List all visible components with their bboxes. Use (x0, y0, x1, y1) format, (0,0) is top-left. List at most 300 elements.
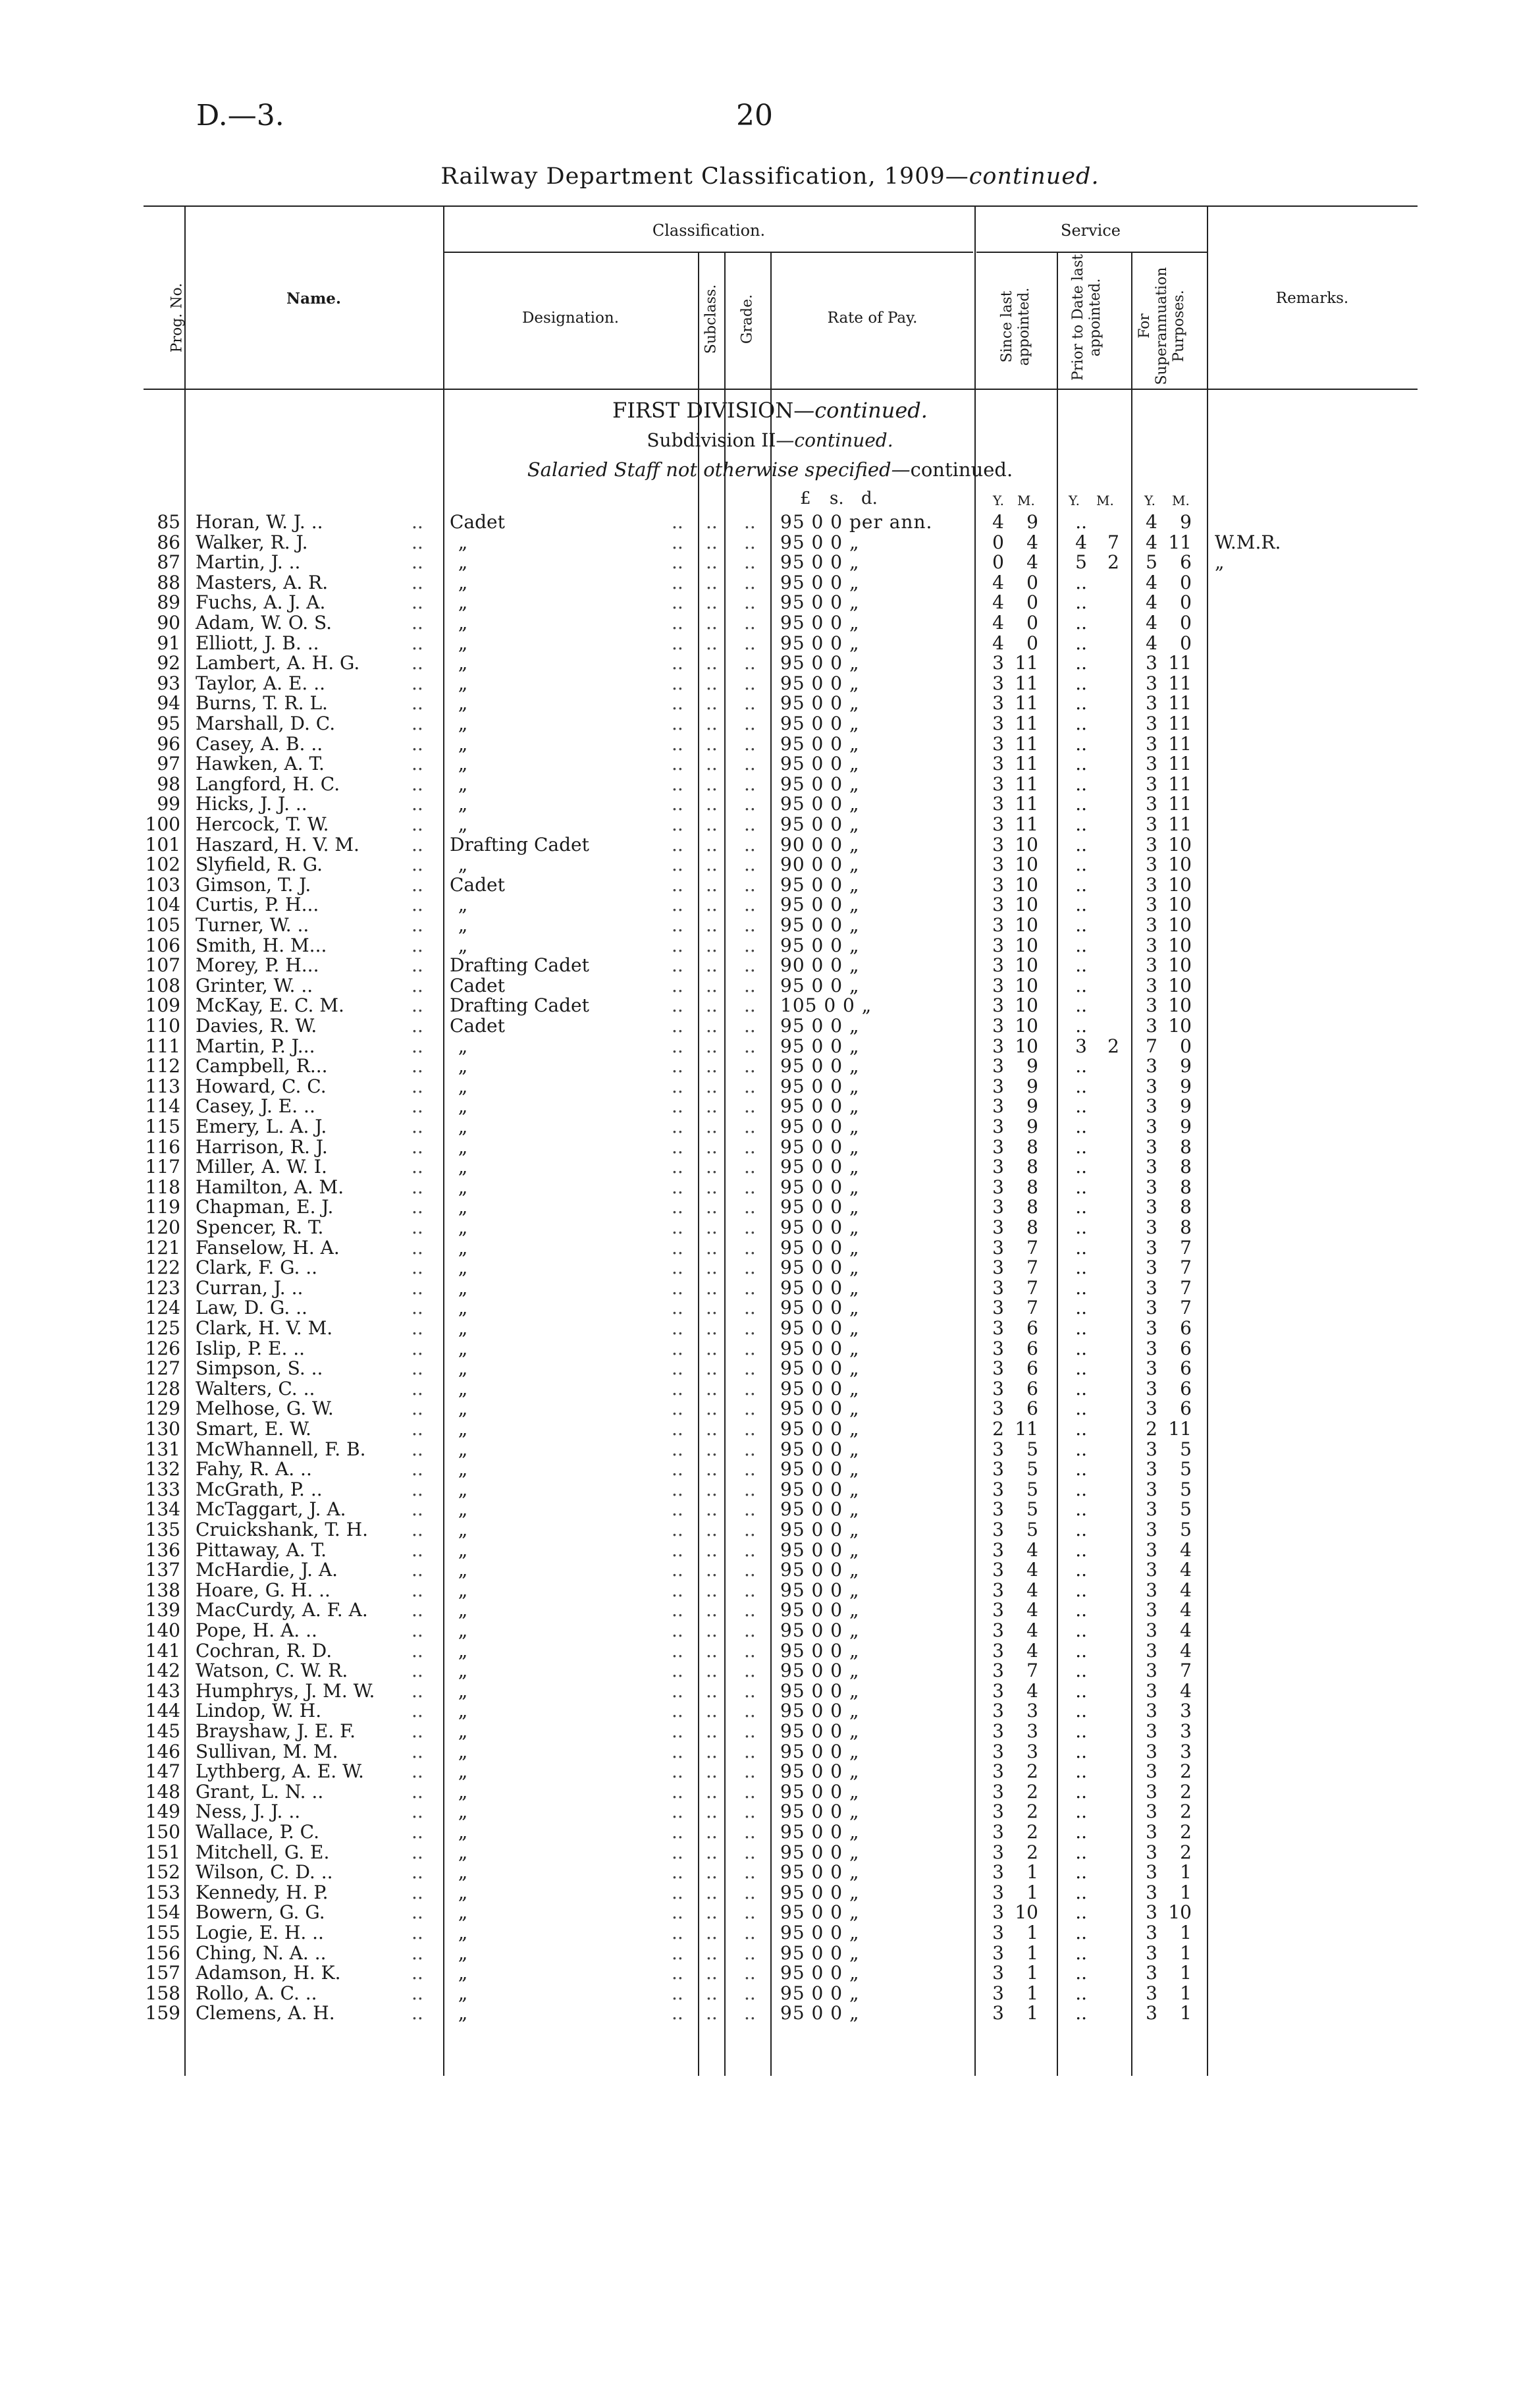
rate-of-pay: 95 0 0 „ (780, 1458, 860, 1480)
super-years: 3 (1146, 1760, 1157, 1782)
super-years: 3 (1146, 1237, 1157, 1259)
grade-dots: .. (744, 1196, 756, 1218)
staff-name: Clark, H. V. M. (196, 1317, 333, 1339)
since-last-years: 3 (992, 1075, 1004, 1097)
since-last-months: 6 (1026, 1398, 1038, 1419)
designation: „ (458, 1882, 468, 1903)
since-last-years: 3 (992, 1660, 1004, 1681)
designation-leader-dots: .. (672, 672, 683, 694)
prior-years: .. (1075, 1479, 1087, 1500)
super-years: 3 (1146, 1116, 1157, 1137)
super-months: 7 (1180, 1237, 1192, 1259)
prog-no: 112 (145, 1055, 180, 1077)
name-leader-dots: .. (412, 1176, 423, 1198)
subclass-dots: .. (706, 551, 718, 573)
staff-name: Curran, J. .. (196, 1277, 304, 1299)
super-months: 10 (1168, 994, 1192, 1016)
rate-of-pay: 95 0 0 „ (780, 1136, 860, 1158)
prior-years: .. (1075, 1156, 1087, 1178)
super-months: 9 (1180, 1116, 1192, 1137)
rate-of-pay: 95 0 0 „ (780, 1116, 860, 1137)
staff-name: Smith, H. M... (196, 935, 327, 956)
prior-years: .. (1075, 1338, 1087, 1359)
grade-dots: .. (744, 1579, 756, 1601)
grade-dots: .. (744, 733, 756, 755)
rate-of-pay: 95 0 0 „ (780, 1519, 860, 1540)
header-top-rule (144, 205, 1418, 207)
rate-of-pay: 95 0 0 „ (780, 531, 860, 553)
designation-leader-dots: .. (672, 1438, 683, 1460)
super-months: 1 (1180, 1962, 1192, 1984)
since-last-months: 5 (1026, 1479, 1038, 1500)
since-last-years: 3 (992, 713, 1004, 734)
rate-of-pay: 95 0 0 „ (780, 1741, 860, 1762)
since-last-years: 3 (992, 1619, 1004, 1641)
prior-years: .. (1075, 1136, 1087, 1158)
subclass-dots: .. (706, 1680, 718, 1702)
since-last-months: 10 (1015, 854, 1038, 875)
super-years: 4 (1146, 531, 1157, 553)
staff-name: McHardie, J. A. (196, 1559, 338, 1581)
super-years: 3 (1146, 753, 1157, 774)
since-last-months: 9 (1026, 511, 1038, 533)
since-last-years: 3 (992, 793, 1004, 815)
division-heading (0, 398, 1540, 423)
grade-dots: .. (744, 572, 756, 593)
designation-leader-dots: .. (672, 753, 683, 774)
grade-dots: .. (744, 1982, 756, 2004)
unit-pounds: £ (800, 489, 811, 508)
staff-name: Masters, A. R. (196, 572, 329, 593)
designation-leader-dots: .. (672, 954, 683, 976)
super-months: 11 (1168, 713, 1192, 734)
prog-no: 147 (145, 1760, 180, 1782)
prog-no: 104 (145, 894, 180, 915)
designation-leader-dots: .. (672, 1962, 683, 1984)
name-leader-dots: .. (412, 1619, 423, 1641)
designation: „ (458, 1156, 468, 1178)
prior-years: .. (1075, 612, 1087, 634)
designation-leader-dots: .. (672, 854, 683, 875)
super-months: 3 (1180, 1720, 1192, 1742)
subclass-dots: .. (706, 914, 718, 936)
name-leader-dots: .. (412, 1519, 423, 1540)
super-months: 5 (1180, 1519, 1192, 1540)
subclass-dots: .. (706, 1922, 718, 1943)
rate-of-pay: 95 0 0 „ (780, 1035, 860, 1057)
name-leader-dots: .. (412, 1196, 423, 1218)
prior-years: .. (1075, 1237, 1087, 1259)
col-divider-name (443, 205, 444, 2076)
designation: „ (458, 713, 468, 734)
grade-dots: .. (744, 1297, 756, 1318)
grade-dots: .. (744, 1720, 756, 1742)
since-last-years: 3 (992, 1841, 1004, 1863)
super-months: 1 (1180, 1982, 1192, 2004)
grade-dots: .. (744, 813, 756, 835)
designation-leader-dots: .. (672, 713, 683, 734)
since-last-years: 4 (992, 572, 1004, 593)
super-years: 3 (1146, 1338, 1157, 1359)
rate-of-pay: 95 0 0 „ (780, 612, 860, 634)
prog-no: 93 (157, 672, 180, 694)
super-months: 9 (1180, 1095, 1192, 1117)
name-leader-dots: .. (412, 1035, 423, 1057)
grade-dots: .. (744, 1539, 756, 1561)
designation-leader-dots: .. (672, 1539, 683, 1561)
prior-years: .. (1075, 1055, 1087, 1077)
rate-of-pay: 95 0 0 „ (780, 713, 860, 734)
name-leader-dots: .. (412, 692, 423, 714)
since-last-years: 3 (992, 1095, 1004, 1117)
name-leader-dots: .. (412, 874, 423, 896)
super-years: 3 (1146, 894, 1157, 915)
remarks-header: Remarks. (1275, 290, 1349, 307)
subclass-dots: .. (706, 894, 718, 915)
super-months: 1 (1180, 1942, 1192, 1964)
super-months: 6 (1180, 1338, 1192, 1359)
designation: Drafting Cadet (450, 834, 589, 855)
designation: „ (458, 1216, 468, 1238)
designation-leader-dots: .. (672, 692, 683, 714)
staff-name: Fanselow, H. A. (196, 1237, 340, 1259)
staff-name: Cochran, R. D. (196, 1640, 332, 1662)
since-last-months: 5 (1026, 1498, 1038, 1520)
designation: „ (458, 914, 468, 936)
since-last-years: 3 (992, 1741, 1004, 1762)
staff-name: Law, D. G. .. (196, 1297, 307, 1318)
staff-name: Miller, A. W. I. (196, 1156, 327, 1178)
super-years: 2 (1146, 1418, 1157, 1440)
designation-leader-dots: .. (672, 1720, 683, 1742)
name-leader-dots: .. (412, 511, 423, 533)
staff-name: Grant, L. N. .. (196, 1781, 324, 1803)
name-leader-dots: .. (412, 1357, 423, 1379)
grade-dots: .. (744, 511, 756, 533)
designation: Drafting Cadet (450, 994, 589, 1016)
superannuation-header: For Superannuation Purposes. (1136, 267, 1187, 385)
super-years: 3 (1146, 1962, 1157, 1984)
prog-no: 153 (145, 1882, 180, 1903)
name-leader-dots: .. (412, 1962, 423, 1984)
name-header: Name. (286, 290, 341, 308)
name-leader-dots: .. (412, 1015, 423, 1037)
since-last-months: 1 (1026, 2002, 1038, 2024)
prior-years: .. (1075, 1398, 1087, 1419)
prior-years: .. (1075, 1619, 1087, 1641)
subclass-dots: .. (706, 1982, 718, 2004)
name-leader-dots: .. (412, 1680, 423, 1702)
since-last-years: 3 (992, 1599, 1004, 1621)
designation: „ (458, 1277, 468, 1299)
name-leader-dots: .. (412, 1498, 423, 1520)
rate-of-pay: 95 0 0 „ (780, 1801, 860, 1822)
super-months: 3 (1180, 1700, 1192, 1722)
prior-years: .. (1075, 1257, 1087, 1278)
super-years: 3 (1146, 1640, 1157, 1662)
subclass-dots: .. (706, 1398, 718, 1419)
name-leader-dots: .. (412, 1458, 423, 1480)
rate-of-pay: 95 0 0 „ (780, 733, 860, 755)
since-last-months: 1 (1026, 1861, 1038, 1883)
super-months: 5 (1180, 1498, 1192, 1520)
prior-years: .. (1075, 1781, 1087, 1803)
prog-no: 134 (145, 1498, 180, 1520)
since-last-months: 11 (1015, 773, 1038, 795)
prior-months: 2 (1107, 551, 1119, 573)
super-years: 3 (1146, 672, 1157, 694)
rate-of-pay: 95 0 0 „ (780, 1357, 860, 1379)
super-years: 3 (1146, 793, 1157, 815)
rate-of-pay: 95 0 0 „ (780, 1479, 860, 1500)
prog-no: 88 (157, 572, 180, 593)
since-last-years: 3 (992, 1579, 1004, 1601)
since-last-months: 2 (1026, 1781, 1038, 1803)
designation-leader-dots: .. (672, 1660, 683, 1681)
unit-since-y: Y. (993, 493, 1004, 508)
grade-dots: .. (744, 854, 756, 875)
super-years: 3 (1146, 1922, 1157, 1943)
designation: Cadet (450, 874, 505, 896)
staff-name: Clark, F. G. .. (196, 1257, 318, 1278)
rate-of-pay: 95 0 0 „ (780, 1599, 860, 1621)
name-leader-dots: .. (412, 1741, 423, 1762)
rate-of-pay: 90 0 0 „ (780, 954, 860, 976)
staff-name: Walker, R. J. (196, 531, 308, 553)
rate-of-pay: 95 0 0 „ (780, 1297, 860, 1318)
prog-no: 121 (145, 1237, 180, 1259)
since-last-years: 3 (992, 1216, 1004, 1238)
prog-no: 101 (145, 834, 180, 855)
prior-months: 2 (1107, 1035, 1119, 1057)
grade-dots: .. (744, 1398, 756, 1419)
rate-of-pay: 95 0 0 „ (780, 692, 860, 714)
prog-no: 106 (145, 935, 180, 956)
name-leader-dots: .. (412, 935, 423, 956)
designation-leader-dots: .. (672, 1055, 683, 1077)
since-last-months: 4 (1026, 1559, 1038, 1581)
name-leader-dots: .. (412, 1277, 423, 1299)
since-last-years: 3 (992, 672, 1004, 694)
grade-dots: .. (744, 1700, 756, 1722)
prior-years: .. (1075, 1216, 1087, 1238)
rate-of-pay: 95 0 0 „ (780, 1095, 860, 1117)
designation: „ (458, 1962, 468, 1984)
designation: „ (458, 632, 468, 654)
super-years: 4 (1146, 632, 1157, 654)
staff-name: Davies, R. W. (196, 1015, 317, 1037)
staff-name: Fuchs, A. J. A. (196, 591, 326, 613)
staff-name: Hoare, G. H. .. (196, 1579, 331, 1601)
prog-no: 99 (157, 793, 180, 815)
subclass-dots: .. (706, 1418, 718, 1440)
super-years: 3 (1146, 1176, 1157, 1198)
since-last-months: 2 (1026, 1801, 1038, 1822)
designation: „ (458, 1922, 468, 1943)
prior-years: .. (1075, 1821, 1087, 1843)
prog-no: 117 (145, 1156, 180, 1178)
since-last-months: 8 (1026, 1216, 1038, 1238)
designation-leader-dots: .. (672, 1559, 683, 1581)
since-last-years: 3 (992, 935, 1004, 956)
designation-leader-dots: .. (672, 1781, 683, 1803)
subclass-dots: .. (706, 1196, 718, 1218)
prog-no: 100 (145, 813, 180, 835)
rate-of-pay: 95 0 0 „ (780, 1559, 860, 1581)
prior-years: .. (1075, 1741, 1087, 1762)
rate-of-pay: 95 0 0 „ (780, 1317, 860, 1339)
subclass-dots: .. (706, 1257, 718, 1278)
super-months: 10 (1168, 1901, 1192, 1923)
super-months: 11 (1168, 692, 1192, 714)
rate-of-pay: 95 0 0 „ (780, 975, 860, 996)
prog-no: 97 (157, 753, 180, 774)
staff-name: Marshall, D. C. (196, 713, 336, 734)
designation-leader-dots: .. (672, 1035, 683, 1057)
grade-dots: .. (744, 1760, 756, 1782)
super-years: 3 (1146, 1821, 1157, 1843)
prior-years: .. (1075, 2002, 1087, 2024)
staff-name: Melhose, G. W. (196, 1398, 334, 1419)
name-leader-dots: .. (412, 652, 423, 674)
prior-years: .. (1075, 1660, 1087, 1681)
title-main: Railway Department Classification, 1909— (440, 163, 969, 190)
designation: Cadet (450, 511, 505, 533)
since-last-years: 0 (992, 551, 1004, 573)
staff-name: McGrath, P. .. (196, 1479, 323, 1500)
since-last-years: 3 (992, 1338, 1004, 1359)
grade-dots: .. (744, 1216, 756, 1238)
since-last-months: 8 (1026, 1176, 1038, 1198)
since-last-months: 10 (1015, 914, 1038, 936)
prog-no: 128 (145, 1378, 180, 1399)
since-last-months: 6 (1026, 1378, 1038, 1399)
staff-name: Ness, J. J. .. (196, 1801, 301, 1822)
subclass-dots: .. (706, 1720, 718, 1742)
subclass-dots: .. (706, 1660, 718, 1681)
designation-leader-dots: .. (672, 813, 683, 835)
super-years: 3 (1146, 1599, 1157, 1621)
designation-leader-dots: .. (672, 1156, 683, 1178)
super-years: 3 (1146, 1458, 1157, 1480)
staff-name: Fahy, R. A. .. (196, 1458, 312, 1480)
designation-leader-dots: .. (672, 1498, 683, 1520)
prior-years: .. (1075, 511, 1087, 533)
designation-leader-dots: .. (672, 591, 683, 613)
since-last-years: 3 (992, 1257, 1004, 1278)
since-last-months: 1 (1026, 1962, 1038, 1984)
super-months: 0 (1180, 632, 1192, 654)
since-last-months: 10 (1015, 834, 1038, 855)
since-last-years: 3 (992, 1176, 1004, 1198)
subclass-dots: .. (706, 793, 718, 815)
rate-of-pay: 95 0 0 „ (780, 1821, 860, 1843)
designation-header: Designation. (521, 310, 620, 327)
name-leader-dots: .. (412, 773, 423, 795)
staff-name: Taylor, A. E. .. (196, 672, 325, 694)
prog-no: 133 (145, 1479, 180, 1500)
prior-years: .. (1075, 1982, 1087, 2004)
super-months: 6 (1180, 1357, 1192, 1379)
since-last-years: 4 (992, 632, 1004, 654)
designation-leader-dots: .. (672, 773, 683, 795)
grade-dots: .. (744, 1075, 756, 1097)
since-last-months: 11 (1015, 692, 1038, 714)
prog-no: 148 (145, 1781, 180, 1803)
since-last-years: 3 (992, 692, 1004, 714)
staff-name: Gimson, T. J. (196, 874, 311, 896)
prog-no: 143 (145, 1680, 180, 1702)
rate-of-pay: 95 0 0 „ (780, 1257, 860, 1278)
since-last-years: 3 (992, 854, 1004, 875)
subclass-dots: .. (706, 531, 718, 553)
rate-of-pay: 95 0 0 per ann. (780, 511, 933, 533)
super-months: 4 (1180, 1640, 1192, 1662)
prog-no: 150 (145, 1821, 180, 1843)
since-last-years: 3 (992, 1680, 1004, 1702)
rate-of-pay: 95 0 0 „ (780, 1640, 860, 1662)
name-leader-dots: .. (412, 1861, 423, 1883)
prog-no: 132 (145, 1458, 180, 1480)
since-last-months: 1 (1026, 1982, 1038, 2004)
rate-of-pay: 95 0 0 „ (780, 1962, 860, 1984)
subclass-dots: .. (706, 2002, 718, 2024)
super-months: 0 (1180, 612, 1192, 634)
since-last-months: 2 (1026, 1821, 1038, 1843)
staff-name: Ching, N. A. .. (196, 1942, 327, 1964)
rate-of-pay: 95 0 0 „ (780, 652, 860, 674)
super-months: 8 (1180, 1176, 1192, 1198)
since-last-years: 3 (992, 1458, 1004, 1480)
since-last-years: 3 (992, 1781, 1004, 1803)
classification-group-header: Classification. (652, 221, 766, 240)
page-number: 20 (736, 99, 773, 132)
since-last-years: 2 (992, 1418, 1004, 1440)
since-last-years: 3 (992, 994, 1004, 1016)
prog-no: 130 (145, 1418, 180, 1440)
super-months: 6 (1180, 1398, 1192, 1419)
prior-years: .. (1075, 1458, 1087, 1480)
name-leader-dots: .. (412, 2002, 423, 2024)
staff-name: Humphrys, J. M. W. (196, 1680, 375, 1702)
designation-leader-dots: .. (672, 1237, 683, 1259)
since-last-months: 3 (1026, 1720, 1038, 1742)
since-last-years: 3 (992, 1035, 1004, 1057)
super-years: 3 (1146, 1841, 1157, 1863)
prior-years: .. (1075, 1680, 1087, 1702)
designation: „ (458, 1055, 468, 1077)
rate-of-pay: 105 0 0 „ (780, 994, 872, 1016)
super-years: 3 (1146, 1378, 1157, 1399)
super-months: 5 (1180, 1458, 1192, 1480)
designation-leader-dots: .. (672, 1841, 683, 1863)
rate-of-pay: 95 0 0 „ (780, 1196, 860, 1218)
prior-years: .. (1075, 1579, 1087, 1601)
prior-years: .. (1075, 954, 1087, 976)
prior-years: .. (1075, 672, 1087, 694)
super-months: 2 (1180, 1841, 1192, 1863)
subclass-dots: .. (706, 1559, 718, 1581)
prog-no: 119 (145, 1196, 180, 1218)
prior-years: .. (1075, 1357, 1087, 1379)
subclass-dots: .. (706, 935, 718, 956)
col-divider-since (1057, 252, 1058, 2076)
designation-leader-dots: .. (672, 1801, 683, 1822)
since-last-years: 3 (992, 1055, 1004, 1077)
super-years: 3 (1146, 1317, 1157, 1339)
name-leader-dots: .. (412, 1882, 423, 1903)
name-leader-dots: .. (412, 733, 423, 755)
